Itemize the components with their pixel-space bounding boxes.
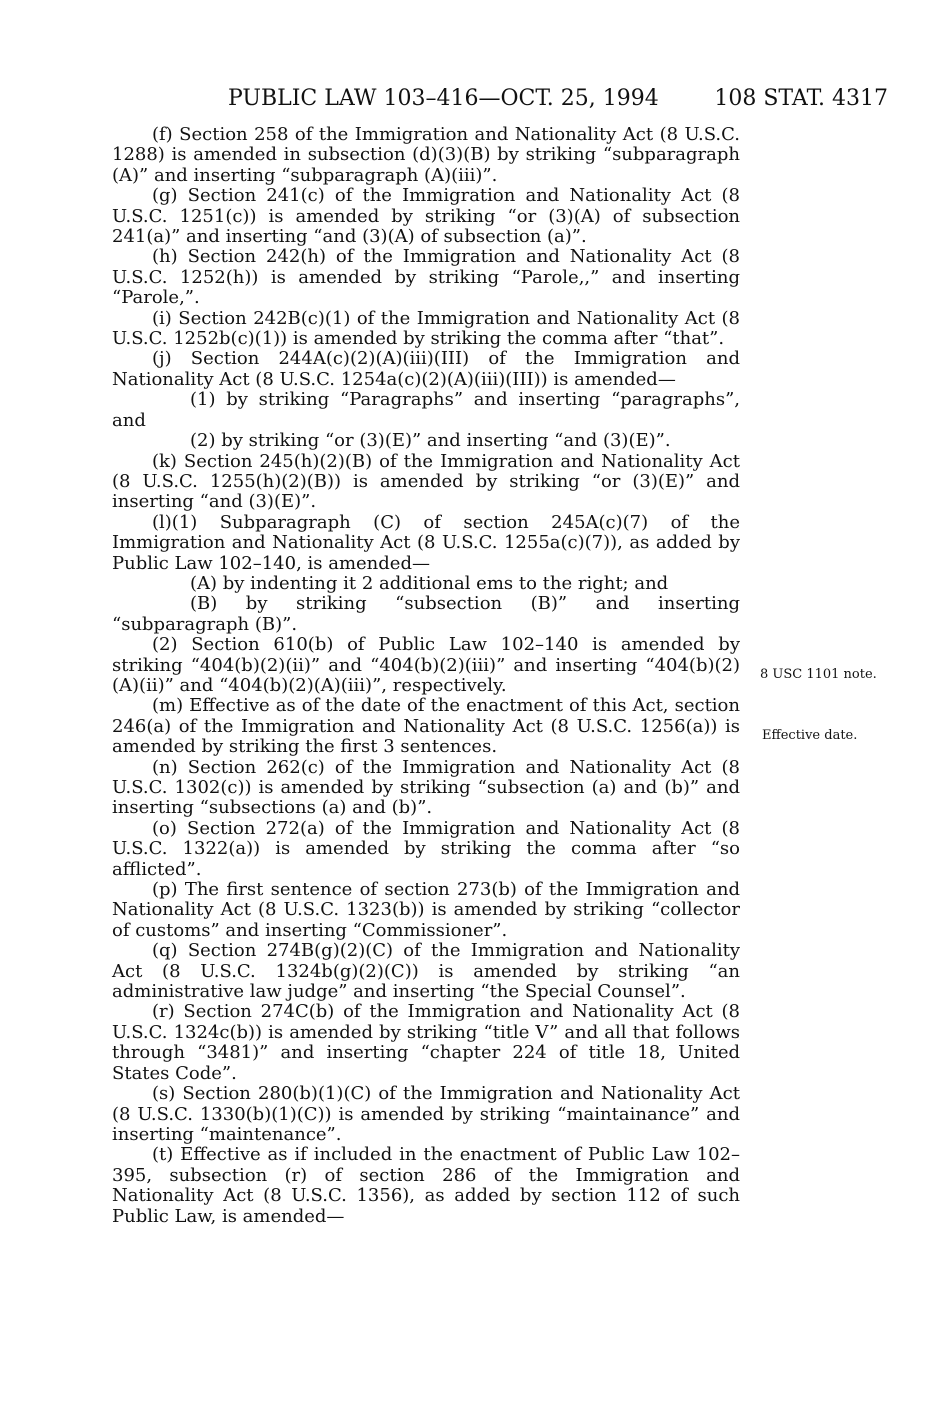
paragraph-m: (m) Effective as of the date of the enactment of this Act, section 246(a) of the Immigration and Nationality Act (8 U.S.C. 1256(a)) is amended by striking the first 3 sentences. (112, 695, 740, 758)
page-header (228, 86, 888, 116)
paragraph-r: (r) Section 274C(b) of the Immigration and Nationality Act (8 U.S.C. 1324c(b)) is amended by striking “title V” and all that follows through “3481)” and inserting “chapter 224 of title 18, United States Code”. (112, 1001, 740, 1084)
paragraph-o: (o) Section 272(a) of the Immigration and Nationality Act (8 U.S.C. 1322(a)) is amended by striking the comma after “so afflicted”. (112, 817, 740, 880)
paragraph-l-1-b: (B) by striking “subsection (B)” and inserting “subparagraph (B)”. (112, 593, 740, 635)
paragraph-l-1-a: (A) by indenting it 2 additional ems to the right; and (190, 572, 669, 594)
paragraph-n: (n) Section 262(c) of the Immigration and Nationality Act (8 U.S.C. 1302(c)) is amended by striking “subsection (a) and (b)” and inserting “subsections (a) and (b)”. (112, 756, 740, 819)
paragraph-f: (f) Section 258 of the Immigration and Nationality Act (8 U.S.C. 1288) is amended in subsection (d)(3)(B) by striking “subparagraph (A)” and inserting “subparagraph (A)(iii)”. (112, 124, 740, 186)
paragraph-i: (i) Section 242B(c)(1) of the Immigration and Nationality Act (8 U.S.C. 1252b(c)(1)) is amended by striking the comma after “that”. (112, 307, 740, 350)
margin-note-effective-date: Effective date. (762, 728, 858, 743)
paragraph-k: (k) Section 245(h)(2)(B) of the Immigration and Nationality Act (8 U.S.C. 1255(h)(2)(B)) is amended by striking “or (3)(E)” and inserting “and (3)(E)”. (112, 450, 740, 513)
paragraph-q: (q) Section 274B(g)(2)(C) of the Immigration and Nationality Act (8 U.S.C. 1324b(g)(2)(C)) is amended by striking “an administrative law judge” and inserting “the Special Counsel”. (112, 940, 740, 1003)
paragraph-j-1: (1) by striking “Paragraphs” and inserting “paragraphs”, and (112, 389, 740, 431)
page-header-title: PUBLIC LAW 103–416—OCT. 25, 1994 (228, 86, 659, 111)
page-header-stat: 108 STAT. 4317 (714, 86, 888, 111)
paragraph-g: (g) Section 241(c) of the Immigration and Nationality Act (8 U.S.C. 1251(c)) is amended by striking “or (3)(A) of subsection 241(a)” and inserting “and (3)(A) of subsection (a)”. (112, 185, 740, 248)
paragraph-l-1: (l)(1) Subparagraph (C) of section 245A(c)(7) of the Immigration and Nationality Act (8 U.S.C. 1255a(c)(7)), as added by Public Law 102–140, is amended— (112, 511, 740, 574)
paragraph-j: (j) Section 244A(c)(2)(A)(iii)(III) of the Immigration and Nationality Act (8 U.S.C. 1254a(c)(2)(A)(iii)(III)) is amended— (112, 348, 740, 390)
paragraph-j-2: (2) by striking “or (3)(E)” and inserting “and (3)(E)”. (190, 430, 671, 452)
document-body (112, 125, 740, 1227)
margin-note-usc: 8 USC 1101 note. (760, 667, 877, 682)
paragraph-p: (p) The first sentence of section 273(b) of the Immigration and Nationality Act (8 U.S.C. 1323(b)) is amended by striking “collector of customs” and inserting “Commissioner”. (112, 879, 740, 941)
paragraph-h: (h) Section 242(h) of the Immigration and Nationality Act (8 U.S.C. 1252(h)) is amended by striking “Parole,,” and inserting “Parole,”. (112, 246, 740, 309)
paragraph-s: (s) Section 280(b)(1)(C) of the Immigration and Nationality Act (8 U.S.C. 1330(b)(1)(C)) is amended by striking “maintainance” and inserting “maintenance”. (112, 1083, 740, 1145)
paragraph-t: (t) Effective as if included in the enactment of Public Law 102–395, subsection (r) of section 286 of the Immigration and Nationality Act (8 U.S.C. 1356), as added by section 112 of such Public Law, is amended— (112, 1144, 740, 1227)
paragraph-l-2: (2) Section 610(b) of Public Law 102–140 is amended by striking “404(b)(2)(ii)” and “404(b)(2)(iii)” and inserting “404(b)(2)(A)(ii)” and “404(b)(2)(A)(iii)”, respectively. (112, 634, 740, 696)
